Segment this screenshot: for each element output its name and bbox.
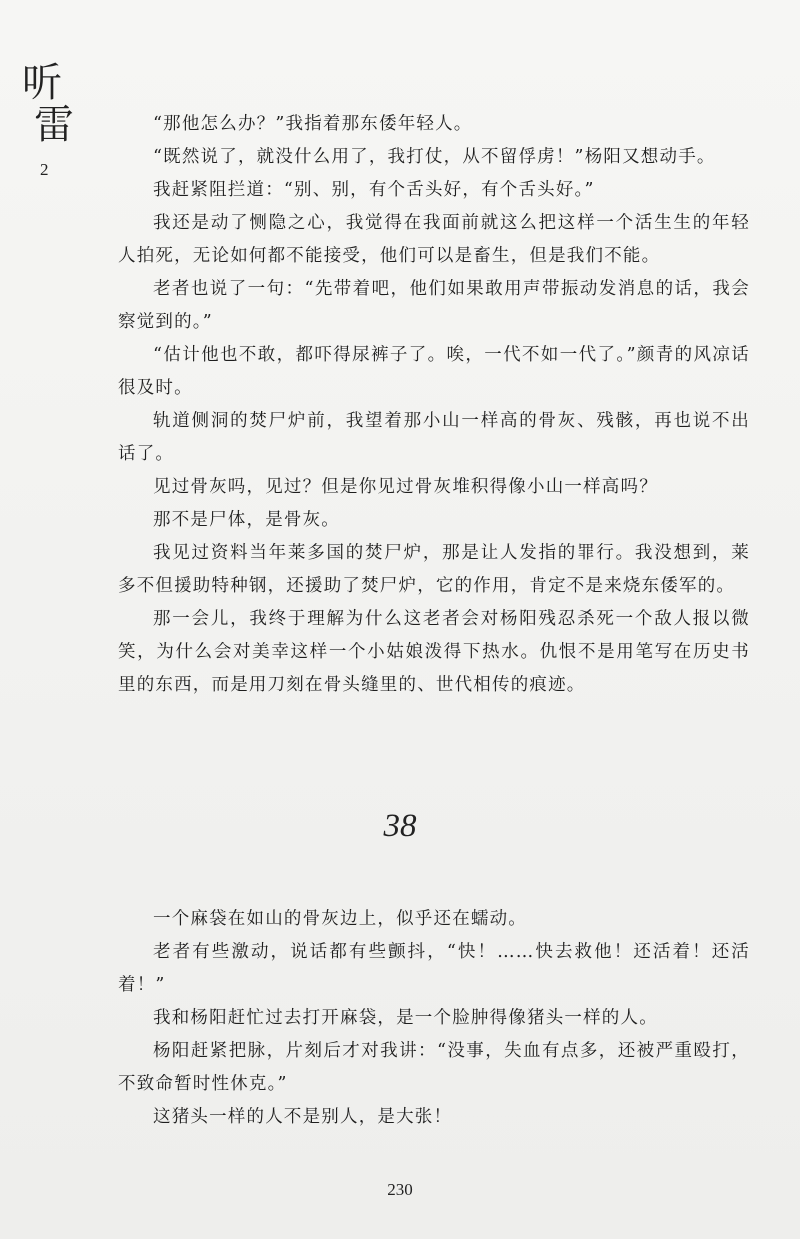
paragraph: 老者有些激动，说话都有些颤抖，“快！……快去救他！还活着！还活着！” bbox=[118, 942, 750, 995]
paragraph: 轨道侧洞的焚尸炉前，我望着那小山一样高的骨灰、残骸，再也说不出话了。 bbox=[118, 411, 750, 464]
page-number: 230 bbox=[387, 1180, 413, 1199]
paragraph: 见过骨灰吗，见过？但是你见过骨灰堆积得像小山一样高吗？ bbox=[153, 477, 658, 497]
section-2-text bbox=[118, 903, 750, 1134]
paragraph: “那他怎么办？”我指着那东倭年轻人。 bbox=[153, 114, 473, 134]
paragraph: “估计他也不敢，都吓得尿裤子了。唉，一代不如一代了。”颜青的风凉话很及时。 bbox=[118, 345, 750, 398]
paragraph: 我赶紧阻拦道：“别、别，有个舌头好，有个舌头好。” bbox=[153, 180, 595, 200]
book-title-char-1: 听 bbox=[22, 60, 62, 106]
paragraph: 我和杨阳赶忙过去打开麻袋，是一个脸肿得像猪头一样的人。 bbox=[153, 1008, 658, 1028]
book-title bbox=[20, 62, 80, 146]
paragraph: 杨阳赶紧把脉，片刻后才对我讲：“没事，失血有点多，还被严重殴打，不致命暂时性休克。” bbox=[118, 1041, 750, 1094]
paragraph: 那不是尸体，是骨灰。 bbox=[153, 510, 340, 530]
paragraph: 这猪头一样的人不是别人，是大张！ bbox=[153, 1107, 453, 1127]
paragraph: 我见过资料当年莱多国的焚尸炉，那是让人发指的罪行。我没想到，莱多不但援助特种钢，还援助了焚尸炉，它的作用，肯定不是来烧东倭军的。 bbox=[118, 543, 750, 596]
paragraph: 我还是动了恻隐之心，我觉得在我面前就这么把这样一个活生生的年轻人拍死，无论如何都不能接受，他们可以是畜生，但是我们不能。 bbox=[118, 213, 750, 266]
paragraph: 一个麻袋在如山的骨灰边上，似乎还在蠕动。 bbox=[153, 909, 527, 929]
paragraph: 那一会儿，我终于理解为什么这老者会对杨阳残忍杀死一个敌人报以微笑，为什么会对美幸这样一个小姑娘泼得下热水。仇恨不是用笔写在历史书里的东西，而是用刀刻在骨头缝里的、世代相传的痕迹。 bbox=[118, 609, 750, 695]
book-title-char-2: 雷 bbox=[34, 102, 74, 148]
paragraph: “既然说了，就没什么用了，我打仗，从不留俘虏！”杨阳又想动手。 bbox=[153, 147, 716, 167]
section-1-text bbox=[118, 108, 750, 702]
paragraph: 老者也说了一句：“先带着吧，他们如果敢用声带振动发消息的话，我会察觉到的。” bbox=[118, 279, 750, 332]
volume-number: 2 bbox=[40, 160, 49, 179]
chapter-heading: 38 bbox=[383, 808, 417, 844]
